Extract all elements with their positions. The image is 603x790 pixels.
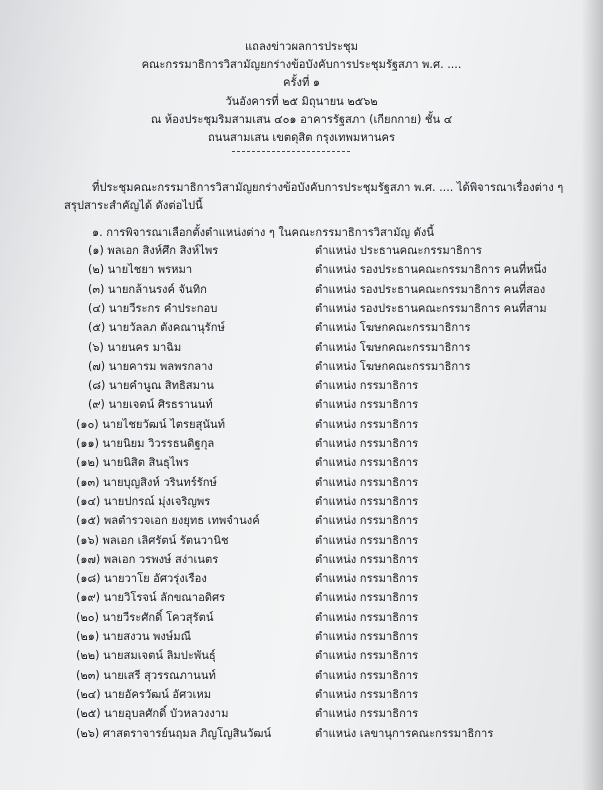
member-row <box>0 453 603 473</box>
member-name: (๒๖) ศาสตราจารย์นฤมล ภิญโญสินวัฒน์ <box>76 726 272 740</box>
member-name: (๒๓) นายเสรี สุวรรณภานนท์ <box>76 668 216 682</box>
member-row <box>0 492 603 512</box>
member-position: ตำแหน่ง โฆษกคณะกรรมาธิการ <box>315 321 471 335</box>
member-row <box>0 280 603 300</box>
meeting-number: ครั้งที่ ๑ <box>283 76 320 89</box>
member-name: (๗) นายคารม พลพรกลาง <box>88 359 213 373</box>
member-position: ตำแหน่ง กรรมาธิการ <box>315 456 419 470</box>
member-row <box>0 666 603 686</box>
member-position: ตำแหน่ง กรรมาธิการ <box>315 687 419 701</box>
member-position: ตำแหน่ง กรรมาธิการ <box>315 591 419 605</box>
member-row <box>0 569 603 589</box>
member-row <box>0 318 603 338</box>
member-name: (๒๒) นายสมเจตน์ ลิมปะพันธุ์ <box>76 649 216 663</box>
member-position: ตำแหน่ง รองประธานคณะกรรมาธิการ คนที่หนึ่ง <box>315 263 547 277</box>
member-name: (๑) พลเอก สิงห์ศึก สิงห์ไพร <box>88 244 219 257</box>
member-name: (๑๗) พลเอก วรพงษ์ สง่าเนตร <box>76 552 219 566</box>
member-name: (๓) นายกล้านรงค์ จันทิก <box>88 282 207 296</box>
member-name: (๑๔) นายปกรณ์ มุ่งเจริญพร <box>76 494 211 508</box>
meeting-date: วันอังคารที่ ๒๕ มิถุนายน ๒๕๖๒ <box>225 95 378 108</box>
member-name: (๑๐) นายไชยวัฒน์ ไตรยสุนันท์ <box>76 417 226 431</box>
member-row <box>0 357 603 377</box>
member-position: ตำแหน่ง ประธานคณะกรรมาธิการ <box>315 244 482 257</box>
meeting-address: ถนนสามเสน เขตดุสิต กรุงเทพมหานคร <box>207 131 396 144</box>
member-position: ตำแหน่ง กรรมาธิการ <box>315 475 419 489</box>
member-position: ตำแหน่ง กรรมาธิการ <box>315 533 419 547</box>
member-position: ตำแหน่ง โฆษกคณะกรรมาธิการ <box>315 359 471 373</box>
member-name: (๑๑) นายนิยม วิวรรธนดิฐกุล <box>76 437 215 450</box>
member-row <box>0 473 603 493</box>
member-name: (๑๓) นายบุญสิงห์ วรินทร์รักษ์ <box>76 475 217 489</box>
member-position: ตำแหน่ง กรรมาธิการ <box>315 514 419 528</box>
member-row <box>0 646 603 666</box>
member-row <box>0 511 603 531</box>
member-position: ตำแหน่ง กรรมาธิการ <box>315 707 419 721</box>
member-name: (๒) นายไชยา พรหมา <box>88 263 193 277</box>
member-row <box>0 588 603 608</box>
member-position: ตำแหน่ง รองประธานคณะกรรมาธิการ คนที่สอง <box>315 282 546 296</box>
member-position: ตำแหน่ง รองประธานคณะกรรมาธิการ คนที่สาม <box>315 301 547 315</box>
member-name: (๒๐) นายวีระศักดิ์ โควสุรัตน์ <box>76 610 214 624</box>
member-row <box>0 434 603 454</box>
member-row <box>0 685 603 705</box>
member-position: ตำแหน่ง กรรมาธิการ <box>315 572 419 586</box>
member-name: (๕) นายวัลลภ ตังคณานุรักษ์ <box>88 321 225 335</box>
intro-paragraph-line2: สรุปสาระสำคัญได้ ดังต่อไปนี้ <box>64 199 203 212</box>
member-position: ตำแหน่ง กรรมาธิการ <box>315 417 419 431</box>
header-divider <box>232 151 350 152</box>
member-position: ตำแหน่ง กรรมาธิการ <box>315 494 419 508</box>
member-row <box>0 395 603 415</box>
member-row <box>0 704 603 724</box>
member-name: (๙) นายเจตน์ ศิรธรานนท์ <box>88 398 213 412</box>
member-name: (๔) นายวีระกร คำประกอบ <box>88 301 218 315</box>
member-name: (๒๑) นายสงวน พงษ์มณี <box>76 630 191 643</box>
member-name: (๘) นายคำนูณ สิทธิสมาน <box>88 379 214 393</box>
member-row <box>0 531 603 551</box>
member-row <box>0 376 603 396</box>
member-position: ตำแหน่ง โฆษกคณะกรรมาธิการ <box>315 340 471 354</box>
doc-title: แถลงข่าวผลการประชุม <box>244 40 359 53</box>
member-name: (๑๖) พลเอก เลิศรัตน์ รัตนวานิช <box>76 533 229 547</box>
member-name: (๑๙) นายวิโรจน์ ลักขณาอดิศร <box>76 591 226 605</box>
member-position: ตำแหน่ง กรรมาธิการ <box>315 630 419 643</box>
member-position: ตำแหน่ง กรรมาธิการ <box>315 649 419 663</box>
member-name: (๑๘) นายวาโย อัศวรุ่งเรือง <box>76 572 207 586</box>
page-edge-shadow <box>581 0 603 790</box>
agenda-item-1: ๑. การพิจารณาเลือกตั้งตำแหน่งต่าง ๆ ในคณะกรรมาธิการวิสามัญ ดังนี้ <box>92 226 434 239</box>
member-row <box>0 724 603 744</box>
member-row <box>0 550 603 570</box>
member-name: (๒๔) นายอัครวัฒน์ อัศวเหม <box>76 687 212 701</box>
member-name: (๑๕) พลตำรวจเอก ยงยุทธ เทพจำนงค์ <box>76 514 260 528</box>
member-name: (๖) นายนคร มาฉิม <box>88 340 182 354</box>
committee-name: คณะกรรมาธิการวิสามัญยกร่างข้อบังคับการประชุมรัฐสภา พ.ศ. .... <box>141 58 462 71</box>
member-position: ตำแหน่ง เลขานุการคณะกรรมาธิการ <box>315 726 494 740</box>
meeting-venue: ณ ห้องประชุมริมสามเสน ๔๐๑ อาคารรัฐสภา (เกียกกาย) ชั้น ๔ <box>150 113 453 126</box>
member-row <box>0 415 603 435</box>
intro-paragraph-line1: ที่ประชุมคณะกรรมาธิการวิสามัญยกร่างข้อบังคับการประชุมรัฐสภา พ.ศ. .... ได้พิจารณาเรื่องต่าง ๆ <box>92 181 564 194</box>
member-position: ตำแหน่ง กรรมาธิการ <box>315 552 419 566</box>
member-row <box>0 260 603 280</box>
member-row <box>0 608 603 628</box>
member-row <box>0 627 603 647</box>
member-row <box>0 338 603 358</box>
member-row <box>0 241 603 261</box>
member-row <box>0 299 603 319</box>
member-position: ตำแหน่ง กรรมาธิการ <box>315 379 419 393</box>
member-name: (๒๕) นายอุบลศักดิ์ บัวหลวงงาม <box>76 707 229 721</box>
member-position: ตำแหน่ง กรรมาธิการ <box>315 437 419 450</box>
member-name: (๑๒) นายนิสิต สินธุไพร <box>76 456 189 470</box>
member-position: ตำแหน่ง กรรมาธิการ <box>315 398 419 412</box>
member-position: ตำแหน่ง กรรมาธิการ <box>315 610 419 624</box>
member-position: ตำแหน่ง กรรมาธิการ <box>315 668 419 682</box>
